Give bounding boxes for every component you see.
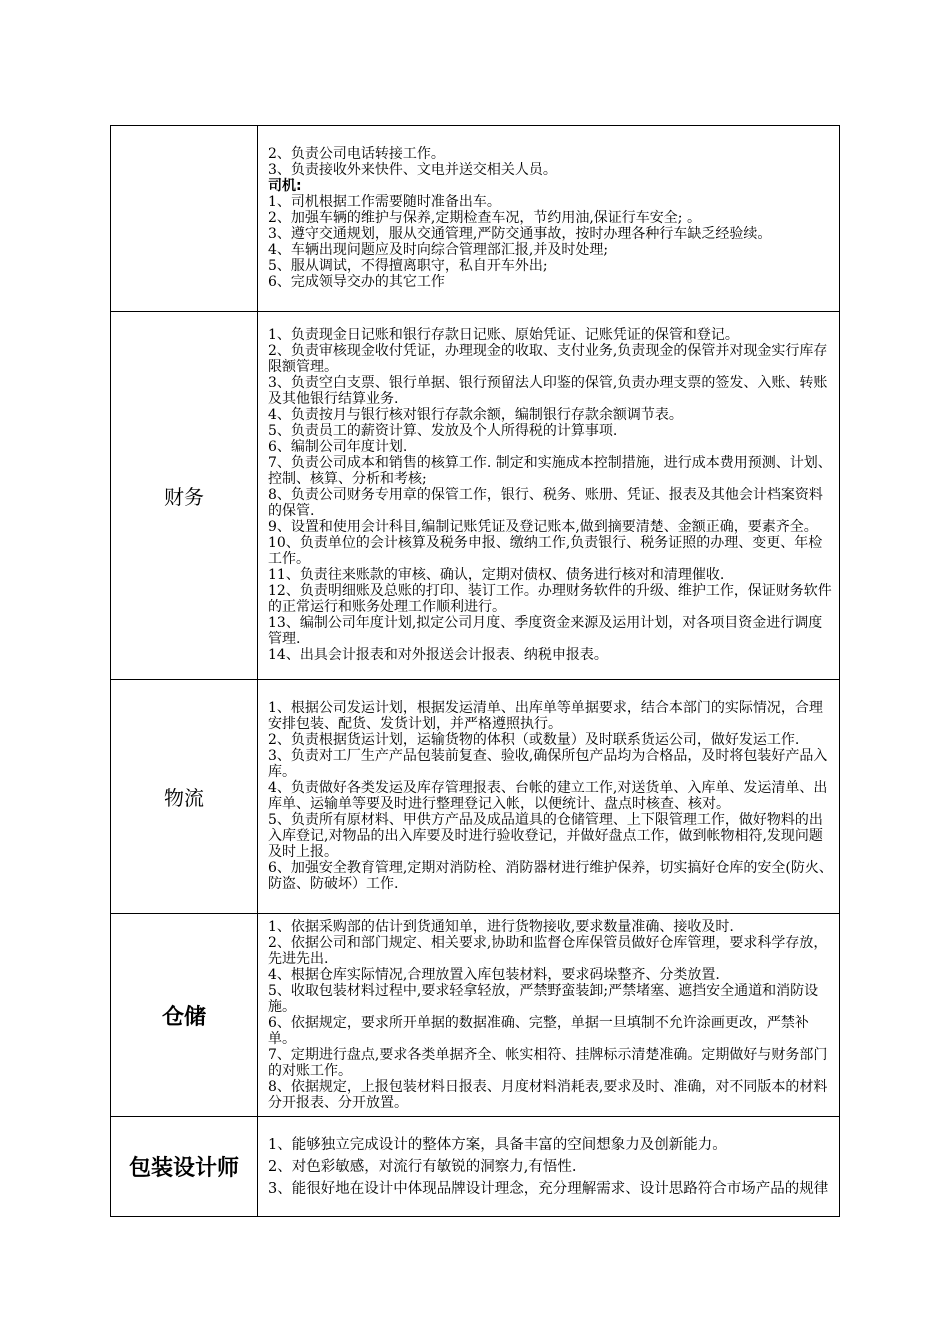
table-row-package-designer: [111, 1117, 840, 1217]
driver-subheading: 司机:: [268, 178, 302, 194]
duties-cell: [258, 312, 840, 680]
duty-line: 6、加强安全教育管理,定期对消防栓、消防器材进行维护保养，切实搞好仓库的安全(防火、防盗、防破坏）工作.: [268, 860, 833, 892]
duty-line: 12、负责明细账及总账的打印、装订工作。办理财务软件的升级、维护工作，保证财务软件的正常运行和账务处理工作顺利进行。: [268, 583, 832, 615]
duty-line: 6、完成领导交办的其它工作: [268, 274, 445, 290]
duty-line: 4、根据仓库实际情况,合理放置入库包装材料，要求码垛整齐、分类放置.: [268, 966, 720, 983]
table-row-office: [111, 126, 840, 312]
duty-line: 1、依据采购部的估计到货通知单，进行货物接收,要求数量准确、接收及时.: [268, 918, 734, 935]
duty-line: 8、负责公司财务专用章的保管工作，银行、税务、账册、凭证、报表及其他会计档案资料的保管.: [268, 487, 823, 519]
table-row-warehouse: [111, 914, 840, 1117]
duty-line: 6、编制公司年度计划.: [268, 439, 408, 455]
duties-cell: [258, 126, 840, 312]
duties-cell: [258, 1117, 840, 1217]
duty-line: 3、遵守交通规划，服从交通管理,严防交通事故，按时办理各种行车缺乏经验续。: [268, 226, 772, 242]
dept-cell-logistics: 物流: [111, 680, 258, 914]
duty-line: 5、负责所有原材料、甲供方产品及成品道具的仓储管理、上下限管理工作，做好物料的出入库登记,对物品的出入库要及时进行验收登记，并做好盘点工作，做到帐物相符,发现问题及时上报。: [268, 812, 823, 860]
duty-line: 2、加强车辆的维护与保养,定期检查车况，节约用油,保证行车安全; 。: [268, 210, 701, 226]
duties-cell: [258, 680, 840, 914]
duty-line: 14、出具会计报表和对外报送会计报表、纳税申报表。: [268, 647, 608, 663]
table-row-finance: [111, 312, 840, 680]
duty-line: 4、负责做好各类发运及库存管理报表、台帐的建立工作,对送货单、入库单、发运清单、出库单、运输单等要及时进行整理登记入帐，以便统计、盘点时核查、核对。: [268, 780, 828, 812]
duty-line: 11、负责往来账款的审核、确认，定期对债权、债务进行核对和清理催收.: [268, 567, 725, 583]
table-row-logistics: [111, 680, 840, 914]
duty-line: 4、车辆出现问题应及时向综合管理部汇报,并及时处理;: [268, 242, 609, 258]
duty-line: 5、收取包装材料过程中,要求轻拿轻放，严禁野蛮装卸;严禁堵塞、遮挡安全通道和消防设施。: [268, 982, 819, 1015]
duty-line: 1、能够独立完成设计的整体方案，具备丰富的空间想象力及创新能力。: [268, 1136, 727, 1153]
duty-line: 1、根据公司发运计划，根据发运清单、出库单等单据要求，结合本部门的实际情况，合理安排包装、配货、发货计划，并严格遵照执行。: [268, 700, 823, 732]
duty-line: 10、负责单位的会计核算及税务申报、缴纳工作,负责银行、税务证照的办理、变更、年检工作。: [268, 535, 823, 567]
duty-line: 3、能很好地在设计中体现品牌设计理念，充分理解需求、设计思路符合市场产品的规律: [268, 1180, 829, 1197]
duty-line: 2、负责根据货运计划，运输货物的体积（或数量）及时联系货运公司，做好发运工作.: [268, 732, 800, 748]
duty-line: 3、负责接收外来快件、文电并送交相关人员。: [268, 162, 557, 178]
duty-line: 1、司机根据工作需要随时准备出车。: [268, 194, 501, 210]
dept-cell: [111, 126, 258, 312]
duty-line: 2、依据公司和部门规定、相关要求,协助和监督仓库保管员做好仓库管理，要求科学存放，先进先出.: [268, 934, 828, 967]
duty-line: 9、设置和使用会计科目,编制记账凭证及登记账本,做到摘要清楚、金额正确，要素齐全。: [268, 519, 818, 535]
dept-cell-package-designer: 包装设计师: [111, 1117, 258, 1217]
dept-cell-finance: 财务: [111, 312, 258, 680]
duty-line: 8、依据规定，上报包装材料日报表、月度材料消耗表,要求及时、准确，对不同版本的材料分开报表、分开放置。: [268, 1078, 828, 1111]
duty-line: 13、编制公司年度计划,拟定公司月度、季度资金来源及运用计划，对各项目资金进行调度管理.: [268, 615, 823, 647]
duty-line: 1、负责现金日记账和银行存款日记账、原始凭证、记账凭证的保管和登记。: [268, 327, 739, 343]
dept-cell-warehouse: 仓储: [111, 914, 258, 1117]
duty-line: 7、定期进行盘点,要求各类单据齐全、帐实相符、挂牌标示清楚准确。定期做好与财务部门的对账工作。: [268, 1046, 828, 1079]
duty-line: 5、负责员工的薪资计算、发放及个人所得税的计算事项.: [268, 423, 618, 439]
duty-line: 5、服从调试，不得擅离职守，私自开车外出;: [268, 258, 548, 274]
duties-sheet: [110, 125, 840, 1217]
duty-line: 2、对色彩敏感，对流行有敏锐的洞察力,有悟性.: [268, 1158, 577, 1175]
job-duties-table: [110, 125, 840, 1217]
duty-line: 3、负责空白支票、银行单据、银行预留法人印鉴的保管,负责办理支票的签发、入账、转账及其他银行结算业务.: [268, 375, 828, 407]
duty-line: 2、负责公司电话转接工作。: [268, 146, 445, 162]
duty-line: 4、负责按月与银行核对银行存款余额，编制银行存款余额调节表。: [268, 407, 683, 423]
duty-line: 3、负责对工厂生产产品包装前复查、验收,确保所包产品均为合格品，及时将包装好产品入库。: [268, 748, 828, 780]
duties-cell: [258, 914, 840, 1117]
duty-line: 6、依据规定，要求所开单据的数据准确、完整，单据一旦填制不允许涂画更改，严禁补单。: [268, 1014, 809, 1047]
duty-line: 2、负责审核现金收付凭证，办理现金的收取、支付业务,负责现金的保管并对现金实行库存限额管理。: [268, 343, 828, 375]
duty-line: 7、负责公司成本和销售的核算工作. 制定和实施成本控制措施，进行成本费用预测、计划、控制、核算、分析和考核;: [268, 455, 832, 487]
